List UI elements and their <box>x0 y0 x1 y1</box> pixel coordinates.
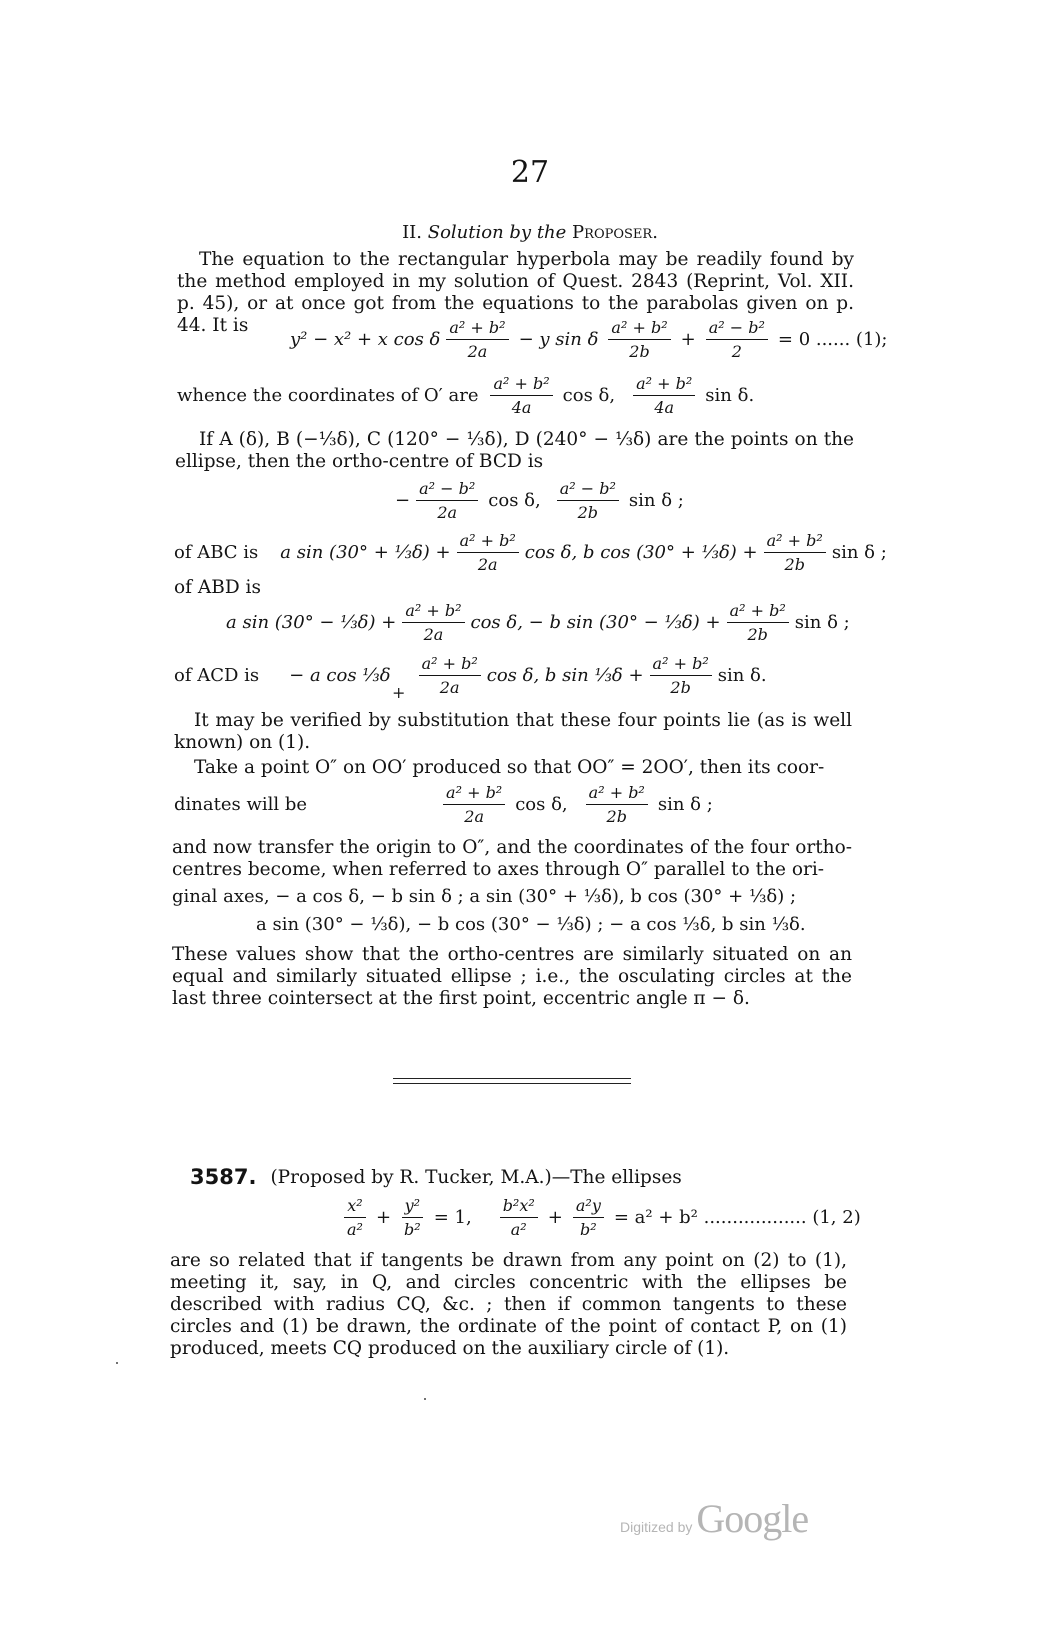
acd-f1-num: a² + b² <box>419 654 481 676</box>
abc-f1-den: 2a <box>477 555 498 574</box>
acd-f2-num: a² + b² <box>650 654 712 676</box>
q-fraction-4 <box>573 1196 604 1239</box>
orthocentre-abc <box>174 531 887 574</box>
dinates-t1: cos δ, <box>515 794 568 815</box>
solution-heading <box>0 222 1060 243</box>
section-rule-bottom <box>393 1083 631 1084</box>
q-plus-2: + <box>547 1207 563 1228</box>
coords-f2-den: 4a <box>654 398 675 417</box>
acd-f2-den: 2b <box>670 678 691 697</box>
dinates-f2-den: 2b <box>606 807 627 826</box>
acd-fraction-1 <box>419 654 481 697</box>
transformed-line-a: ginal axes, − a cos δ, − b sin δ ; a sin (30° + ⅓δ), b cos (30° + ⅓δ) ; <box>172 886 797 907</box>
scan-speck <box>424 1398 426 1400</box>
page-number: 27 <box>510 155 550 190</box>
acd-t2: cos δ, b sin ⅓δ + <box>486 665 644 686</box>
eq1-lead: y² − x² + x cos δ <box>290 329 441 350</box>
acd-label: of ACD is <box>174 665 260 686</box>
transformed-line-b: a sin (30° − ⅓δ), − b cos (30° − ⅓δ) ; − a cos ⅓δ, b sin ⅓δ. <box>256 914 806 935</box>
abc-f1-num: a² + b² <box>457 531 519 553</box>
q-f4-den: b² <box>580 1220 597 1239</box>
acd-t1: − a cos ⅓δ <box>289 665 391 686</box>
coordinates-o-double-prime <box>174 783 717 826</box>
dinates-fraction-2 <box>586 783 648 826</box>
orthocentre-abd <box>226 601 850 644</box>
q-f2-num: y² <box>402 1196 423 1218</box>
google-logo: Google <box>696 1496 809 1541</box>
eq1-plus: + <box>680 329 696 350</box>
abd-fraction-2 <box>727 601 789 644</box>
dinates-lead: dinates will be <box>174 794 308 815</box>
q-f2-den: b² <box>404 1220 421 1239</box>
eq1-fraction-3 <box>706 318 768 361</box>
bcd-f2-num: a² − b² <box>557 479 619 501</box>
bcd-f1-num: a² − b² <box>416 479 478 501</box>
bcd-f2-den: 2b <box>577 503 599 522</box>
acd-fraction-2 <box>650 654 712 697</box>
q-plus-1: + <box>375 1207 392 1228</box>
bcd-lead: − <box>395 490 411 511</box>
dinates-f1-den: 2a <box>464 807 484 826</box>
acd-f1-den: 2a <box>439 678 460 697</box>
abd-f1-num: a² + b² <box>402 601 464 623</box>
acd-plus-below: + <box>392 683 406 702</box>
coords-t1: cos δ, <box>562 385 616 406</box>
bcd-f1-den: 2a <box>437 503 458 522</box>
abd-fraction-1 <box>402 601 464 644</box>
solution-paragraph-6: These values show that the ortho-centres are similarly situated on an equal and similarly situated ellipse ; i.e., the osculating circles at the last three cointersect at the first point, eccentric angle π − δ. <box>172 944 852 1009</box>
orthocentre-acd <box>174 654 767 697</box>
q-eq-1: = 1, <box>433 1207 472 1228</box>
q-f1-num: x² <box>344 1196 365 1218</box>
coords-f1-den: 4a <box>511 398 532 417</box>
dinates-fraction-1 <box>443 783 505 826</box>
abd-t3: sin δ ; <box>794 612 850 633</box>
q-f1-den: a² <box>347 1220 363 1239</box>
coords-f1-num: a² + b² <box>490 374 552 396</box>
q-f3-den: a² <box>510 1220 527 1239</box>
coords-f2-num: a² + b² <box>633 374 695 396</box>
coords-t2: sin δ. <box>705 385 755 406</box>
eq1-f2-num: a² + b² <box>608 318 670 340</box>
abc-label: of ABC is <box>174 542 259 563</box>
abc-t3: sin δ ; <box>831 542 887 563</box>
q-f3-num: b²x² <box>500 1196 538 1218</box>
question-body: are so related that if tangents be drawn from any point on (2) to (1), meeting it, say, in Q, and circles concentric with the ellipses be described with radius CQ, &c. ; then if common tangents to these circles and (1) be drawn, the ordinate of the point of contact P, on (1) produced, meets CQ produced on the auxiliary circle of (1). <box>170 1250 847 1359</box>
q-fraction-2 <box>401 1196 424 1239</box>
google-watermark <box>620 1495 840 1542</box>
q-f4-num: a²y <box>573 1196 604 1218</box>
heading-italic: Solution by the <box>427 222 567 243</box>
abd-t1: a sin (30° − ⅓δ) + <box>226 612 397 633</box>
coords-fraction-2 <box>633 374 695 417</box>
heading-author: Proposer. <box>572 222 658 243</box>
dinates-t2: sin δ ; <box>657 794 713 815</box>
abc-t1: a sin (30° + ⅓δ) + <box>280 542 451 563</box>
bcd-fraction-1 <box>416 479 478 522</box>
scan-speck <box>116 1362 118 1364</box>
abc-t2: cos δ, b cos (30° + ⅓δ) + <box>524 542 758 563</box>
abd-f2-den: 2b <box>747 625 768 644</box>
heading-prefix: II. <box>402 222 423 243</box>
solution-paragraph-3: It may be verified by substitution that these four points lie (as is well known) on (1). <box>174 710 852 753</box>
section-rule-top <box>393 1078 631 1079</box>
eq1-f1-den: 2a <box>467 342 488 361</box>
equation-1 <box>290 318 891 361</box>
question-number: 3587. <box>190 1165 257 1189</box>
eq1-f1-num: a² + b² <box>446 318 508 340</box>
q-fraction-1 <box>344 1196 366 1239</box>
abd-t2: cos δ, − b sin (30° − ⅓δ) + <box>470 612 721 633</box>
acd-t3: sin δ. <box>717 665 767 686</box>
eq1-tail: = 0 ...... (1); <box>777 329 888 350</box>
solution-paragraph-4: Take a point O″ on OO′ produced so that OO″ = 2OO′, then its coor- <box>194 757 825 778</box>
question-equation <box>338 1196 865 1239</box>
question-header <box>190 1165 682 1189</box>
bcd-fraction-2 <box>557 479 619 522</box>
abc-f2-num: a² + b² <box>764 531 826 553</box>
dinates-f1-num: a² + b² <box>443 783 505 805</box>
solution-paragraph-5: and now transfer the origin to O″, and the coordinates of the four ortho-centres become, when referred to axes through O″ parallel to the ori- <box>172 837 852 880</box>
eq1-fraction-1 <box>446 318 508 361</box>
abc-f2-den: 2b <box>784 555 805 574</box>
abd-f1-den: 2a <box>423 625 444 644</box>
eq1-mid: − y sin δ <box>518 329 599 350</box>
solution-paragraph-1: The equation to the rectangular hyperbola may be readily found by the method employed in my solution of Quest. 2843 (Reprint, Vol. XII. p. 45), or at once got from the equations to the parabolas given on p. 44. It is <box>177 249 854 336</box>
abc-fraction-1 <box>457 531 519 574</box>
abd-f2-num: a² + b² <box>727 601 789 623</box>
coords-fraction-1 <box>490 374 552 417</box>
solution-paragraph-2: If A (δ), B (−⅓δ), C (120° − ⅓δ), D (240° − ⅓δ) are the points on the ellipse, then the ortho-centre of BCD is <box>175 429 854 472</box>
eq1-f3-num: a² − b² <box>706 318 768 340</box>
bcd-t2: sin δ ; <box>628 490 684 511</box>
dinates-f2-num: a² + b² <box>586 783 648 805</box>
abc-fraction-2 <box>764 531 826 574</box>
eq1-fraction-2 <box>608 318 670 361</box>
coordinates-o-prime <box>177 374 758 417</box>
q-tail: = a² + b² .................. (1, 2) <box>613 1207 861 1228</box>
orthocentre-bcd <box>395 479 688 522</box>
question-intro: (Proposed by R. Tucker, M.A.)—The ellipses <box>270 1166 682 1188</box>
bcd-t1: cos δ, <box>488 490 541 511</box>
abd-label: of ABD is <box>174 577 261 598</box>
eq1-f3-den: 2 <box>731 342 742 361</box>
watermark-small-text: Digitized by <box>620 1519 693 1535</box>
eq1-f2-den: 2b <box>629 342 650 361</box>
q-fraction-3 <box>500 1196 538 1239</box>
coords-text: whence the coordinates of O′ are <box>177 385 479 406</box>
